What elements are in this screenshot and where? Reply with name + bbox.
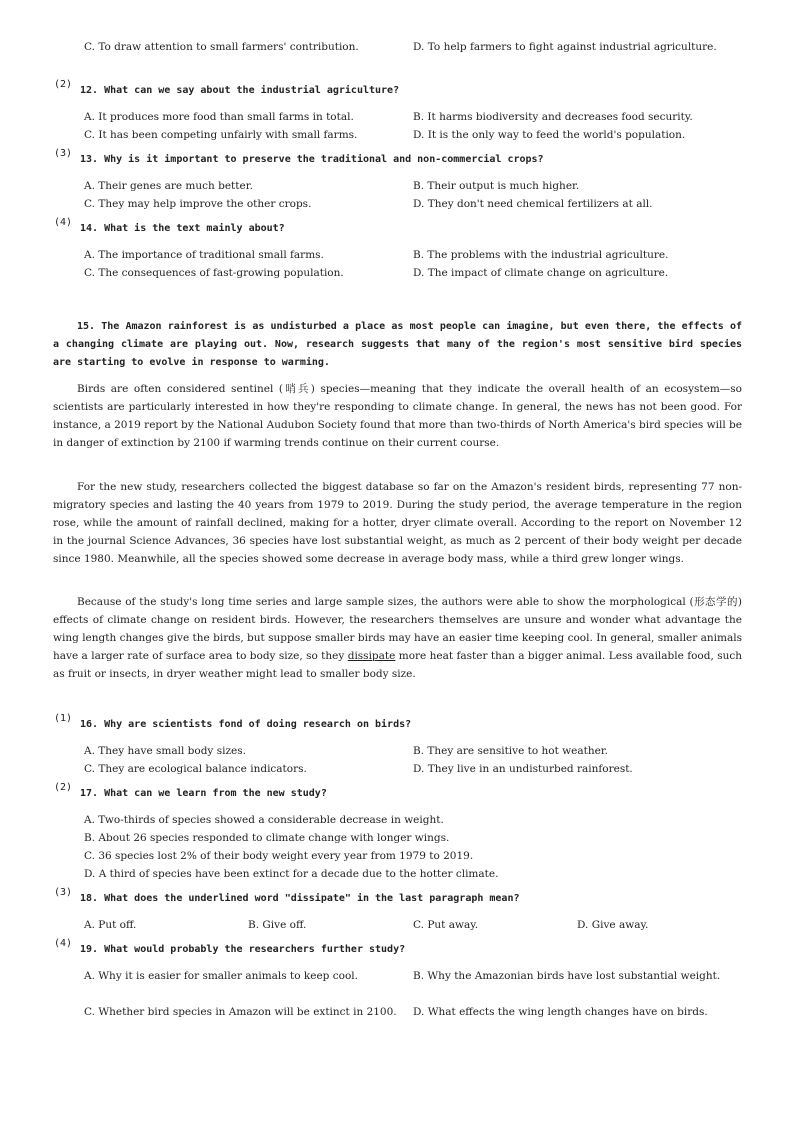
q12-option-c: C. It has been competing unfairly with small farms. [84, 129, 358, 141]
q14-option-b: B. The problems with the industrial agriculture. [413, 249, 669, 261]
passage-intro: 15. The Amazon rainforest is as undisturbed a place as most people can imagine, but even there, the effects of a changing climate are playing out. Now, research suggests that many of the region's most sensitive bird species are starting to evolve in response to warming. [53, 321, 742, 368]
q14-option-a: A. The importance of traditional small farms. [84, 249, 324, 261]
q16-option-a: A. They have small body sizes. [84, 745, 246, 757]
q12-question: 12. What can we say about the industrial agriculture? [80, 85, 400, 96]
q17-option-d: D. A third of species have been extinct for a decade due to the hotter climate. [84, 868, 499, 880]
q18-option-a: A. Put off. [84, 919, 137, 931]
q19-option-d: D. What effects the wing length changes have on birds. [413, 1006, 708, 1018]
q14-number: (4) [54, 217, 73, 228]
q16-option-d: D. They live in an undisturbed rainforest. [413, 763, 633, 775]
q12-option-a: A. It produces more food than small farms in total. [84, 111, 354, 123]
q12-option-b: B. It harms biodiversity and decreases food security. [413, 111, 693, 123]
q14-option-c: C. The consequences of fast-growing population. [84, 267, 344, 279]
q19-option-c: C. Whether bird species in Amazon will be extinct in 2100. [84, 1006, 397, 1018]
q16-question: 16. Why are scientists fond of doing research on birds? [80, 719, 412, 730]
q13-option-a: A. Their genes are much better. [84, 180, 253, 192]
q19-question: 19. What would probably the researchers further study? [80, 944, 406, 955]
q13-question: 13. Why is it important to preserve the traditional and non-commercial crops? [80, 154, 544, 165]
q12-option-d: D. It is the only way to feed the world's population. [413, 129, 686, 141]
q17-option-c: C. 36 species lost 2% of their body weight every year from 1979 to 2019. [84, 850, 474, 862]
q11-option-c: C. To draw attention to small farmers' contribution. [84, 41, 359, 53]
passage-paragraph-2: For the new study, researchers collected the biggest database so far on the Amazon's resident birds, representing 77 non-migratory species and lasting the 40 years from 1979 to 2019. During the study period, the average temperature in the region rose, while the amount of rainfall declined, making for a hotter, dryer climate overall. According to the report on November 12 in the journal Science Advances, 36 species have lost substantial weight, as much as 2 percent of their body weight per decade since 1980. Meanwhile, all the species showed some decrease in average body mass, while a third grew longer wings. [53, 481, 742, 565]
q13-number: (3) [54, 148, 73, 159]
q17-number: (2) [54, 782, 73, 793]
q16-option-b: B. They are sensitive to hot weather. [413, 745, 609, 757]
q18-option-c: C. Put away. [413, 919, 479, 931]
q13-option-d: D. They don't need chemical fertilizers at all. [413, 198, 653, 210]
q14-option-d: D. The impact of climate change on agriculture. [413, 267, 669, 279]
q14-question: 14. What is the text mainly about? [80, 223, 285, 234]
paragraph-3-text-before: Because of the study's long time series and large sample sizes, the authors were able to show the morphological (形态学的) effects of climate change on resident birds. However, the researchers themselves are unsure and wonder what advantage the wing length changes give the birds, but suppose smaller birds may have an easier time keeping cool. In general, smaller animals have a larger rate of surface area to body size, so they [53, 596, 742, 662]
q18-option-d: D. Give away. [577, 919, 649, 931]
passage-paragraph-3 [53, 593, 742, 683]
q16-number: (1) [54, 713, 73, 724]
q12-number: (2) [54, 79, 73, 90]
q18-option-b: B. Give off. [248, 919, 307, 931]
paragraph-3-text-after: more heat faster than a bigger animal. Less available food, such as fruit or insects, in dryer weather might lead to smaller body size. [53, 650, 742, 680]
q16-option-c: C. They are ecological balance indicators. [84, 763, 307, 775]
q19-number: (4) [54, 938, 73, 949]
q19-option-b: B. Why the Amazonian birds have lost substantial weight. [413, 970, 721, 982]
q17-option-a: A. Two-thirds of species showed a considerable decrease in weight. [84, 814, 444, 826]
q17-option-b: B. About 26 species responded to climate change with longer wings. [84, 832, 450, 844]
passage-paragraph-1: Birds are often considered sentinel (哨兵) species—meaning that they indicate the overall health of an ecosystem—so scientists are particularly interested in how they're responding to climate change. In general, the news has not been good. For instance, a 2019 report by the National Audubon Society found that more than two-thirds of North America's bird species will be in danger of extinction by 2100 if warming trends continue on their current course. [53, 383, 742, 449]
q18-question: 18. What does the underlined word "dissipate" in the last paragraph mean? [80, 893, 520, 904]
q18-number: (3) [54, 887, 73, 898]
q13-option-b: B. Their output is much higher. [413, 180, 580, 192]
q11-option-d: D. To help farmers to fight against industrial agriculture. [413, 41, 717, 53]
q13-option-c: C. They may help improve the other crops. [84, 198, 312, 210]
underlined-word-dissipate: dissipate [347, 650, 396, 662]
q19-option-a: A. Why it is easier for smaller animals to keep cool. [84, 970, 358, 982]
q17-question: 17. What can we learn from the new study? [80, 788, 327, 799]
